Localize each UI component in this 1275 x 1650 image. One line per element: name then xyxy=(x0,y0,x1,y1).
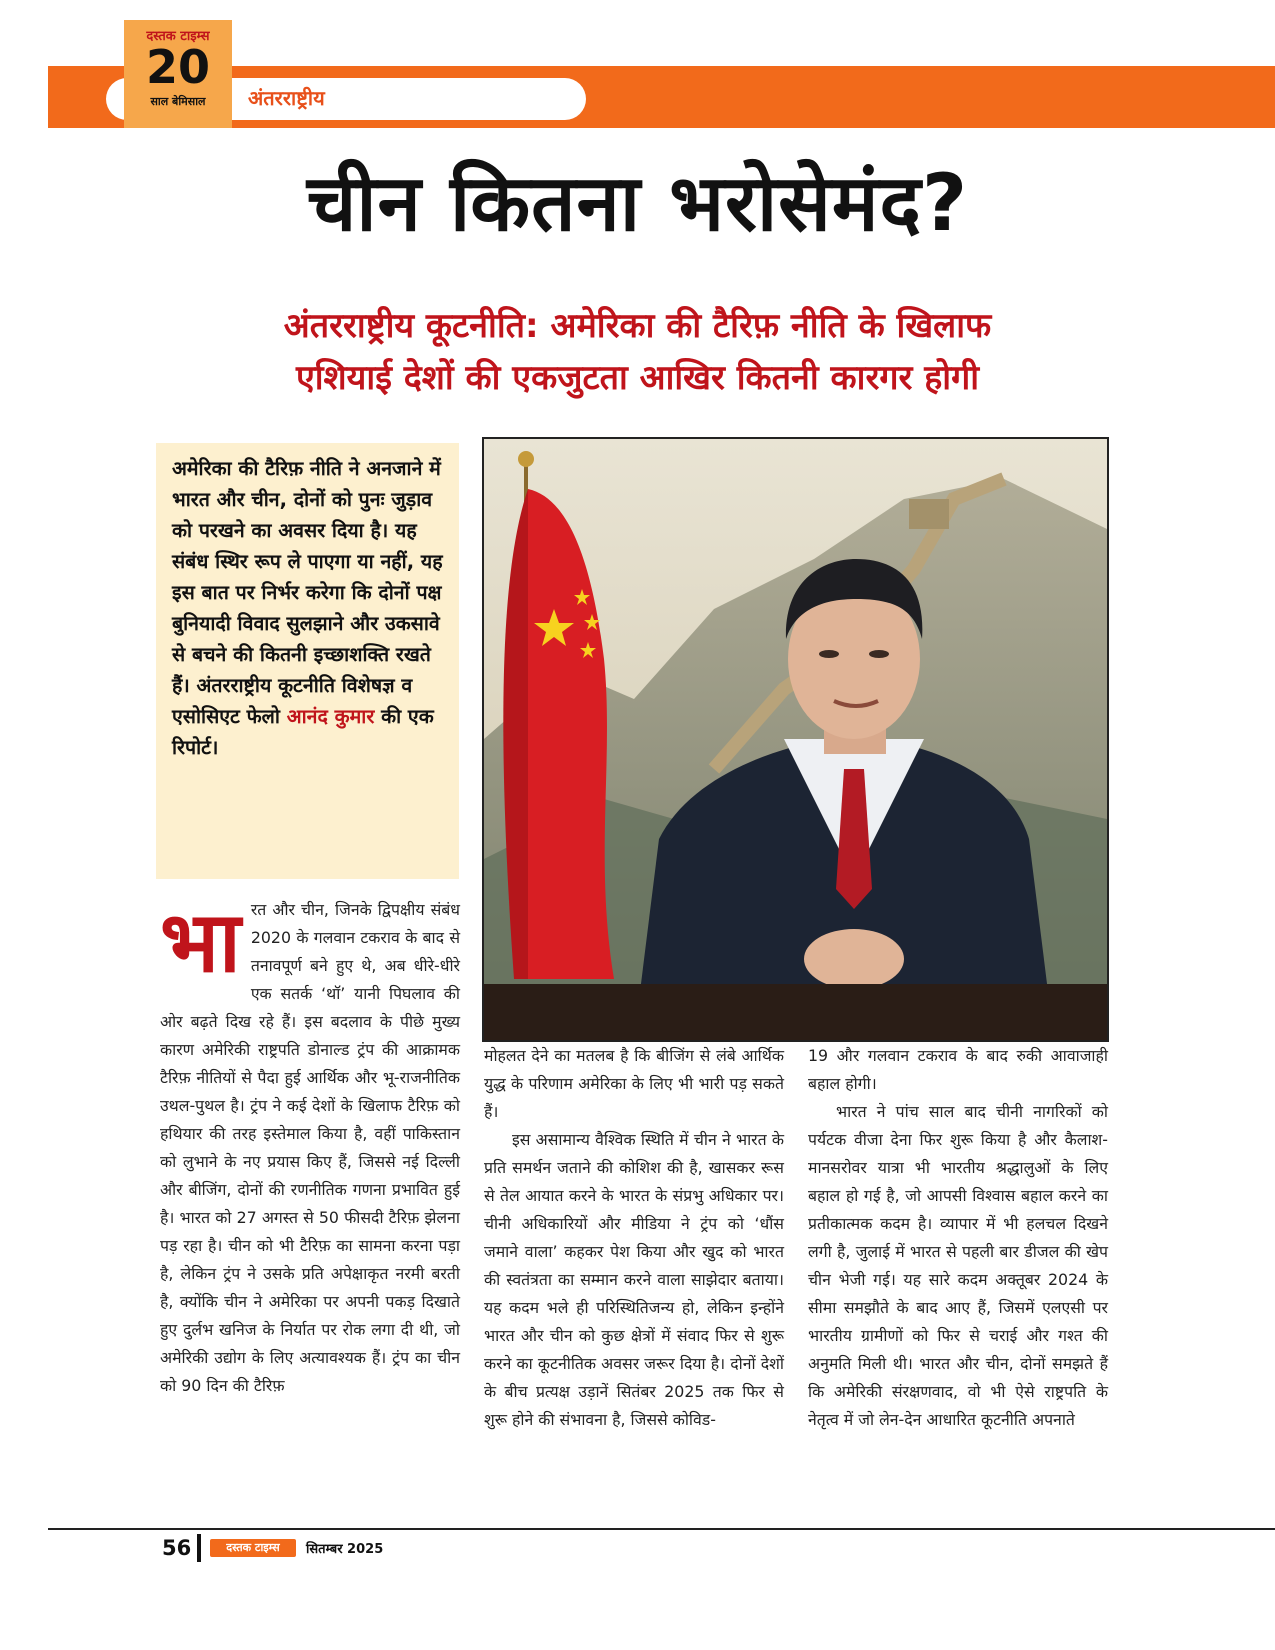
anniversary-logo xyxy=(124,20,232,128)
paragraph-1 xyxy=(160,893,460,1400)
intro-box xyxy=(156,443,459,879)
logo-name: दस्तक टाइम्स xyxy=(146,29,210,44)
paragraph-4: 19 और गलवान टकराव के बाद रुकी आवाजाही बहाल होगी। xyxy=(808,1046,1108,1093)
body-column-1 xyxy=(160,893,460,1400)
footer-magazine-logo: दस्तक टाइम्स xyxy=(210,1539,296,1557)
deck xyxy=(120,300,1155,404)
footer-rule xyxy=(48,1528,1275,1530)
paragraph-1-text: रत और चीन, जिनके द्विपक्षीय संबंध 2020 के गलवान टकराव के बाद से तनावपूर्ण बने हुए थे, अब धीरे-धीरे एक सतर्क ‘थॉ’ यानी पिघलाव की ओर बढ़ते दिख रहे हैं। इस बदलाव के पीछे मुख्य कारण अमेरिकी राष्ट्रपति डोनाल्ड ट्रंप की आक्रामक टैरिफ़ नीतियों से पैदा हुई आर्थिक और भू-राजनीतिक उथल-पुथल है। ट्रंप ने कई देशों के खिलाफ टैरिफ़ को हथियार की तरह इस्तेमाल किया है, वहीं पाकिस्तान को लुभाने के नए प्रयास किए हैं, जिससे नई दिल्ली और बीजिंग, दोनों की रणनीतिक गणना प्रभावित हुई है। भारत को 27 अगस्त से 50 फीसदी टैरिफ़ झेलना पड़ रहा है। चीन को भी टैरिफ़ का सामना करना पड़ा है, लेकिन ट्रंप ने उसके प्रति अपेक्षाकृत नरमी बरती है, क्योंकि चीन ने अमेरिका पर अपनी पकड़ दिखाते हुए दुर्लभ खनिज के निर्यात पर रोक लगा दी थी, जो अमेरिकी उद्योग के लिए अत्यावश्यक हैं। ट्रंप का चीन को 90 दिन की टैरिफ़ xyxy=(160,900,460,1395)
headline: चीन कितना भरोसेमंद? xyxy=(306,159,969,249)
page-number: 56 xyxy=(162,1536,192,1560)
intro-author: आनंद कुमार xyxy=(286,705,375,728)
body-column-2 xyxy=(484,1042,784,1434)
article-photo xyxy=(482,437,1109,1042)
footer-divider xyxy=(197,1534,201,1562)
intro-suffix: की एक रिपोर्ट। xyxy=(172,705,434,759)
section-label: अंतरराष्ट्रीय xyxy=(248,86,325,110)
deck-line-1: अंतरराष्ट्रीय कूटनीति: अमेरिका की टैरिफ़ नीति के खिलाफ xyxy=(283,306,992,346)
footer-date: सितम्बर 2025 xyxy=(306,1542,384,1557)
drop-cap: भा xyxy=(160,893,241,991)
paragraph-5: भारत ने पांच साल बाद चीनी नागरिकों को पर्यटक वीजा देना फिर शुरू किया है और कैलाश-मानसरोवर यात्रा भी भारतीय श्रद्धालुओं के लिए बहाल हो गई है, जो आपसी विश्वास बहाल करने का प्रतीकात्मक कदम है। व्यापार में भी हलचल दिखने लगी है, जुलाई में भारत से पहली बार डीजल की खेप चीन भेजी गई। यह सारे कदम अक्तूबर 2024 के सीमा समझौते के बाद आए हैं, जिसमें एलएसी पर भारतीय ग्रामीणों को फिर से चराई और गश्त की अनुमति मिली थी। भारत और चीन, दोनों समझते हैं कि अमेरिकी संरक्षणवाद, वो भी ऐसे राष्ट्रपति के नेतृत्व में जो लेन-देन आधारित कूटनीति अपनाते xyxy=(808,1102,1108,1429)
logo-tagline: साल बेमिसाल xyxy=(150,95,206,108)
photo-illustration xyxy=(484,439,1107,1040)
body-column-3 xyxy=(808,1042,1108,1434)
paragraph-3: इस असामान्य वैश्विक स्थिति में चीन ने भारत के प्रति समर्थन जताने की कोशिश की है, खासकर रूस से तेल आयात करने के भारत के संप्रभु अधिकार पर। चीनी अधिकारियों और मीडिया ने ट्रंप को ‘धौंस जमाने वाला’ कहकर पेश किया और खुद को भारत की स्वतंत्रता का सम्मान करने वाला साझेदार बताया। यह कदम भले ही परिस्थितिजन्य हो, लेकिन इन्होंने भारत और चीन को कुछ क्षेत्रों में संवाद फिर से शुरू करने का कूटनीतिक अवसर जरूर दिया है। दोनों देशों के बीच प्रत्यक्ष उड़ानें सितंबर 2025 तक फिर से शुरू होने की संभावना है, जिससे कोविड- xyxy=(484,1130,784,1429)
deck-line-2: एशियाई देशों की एकजुटता आखिर कितनी कारगर होगी xyxy=(295,358,980,398)
paragraph-2: मोहलत देने का मतलब है कि बीजिंग से लंबे आर्थिक युद्ध के परिणाम अमेरिका के लिए भी भारी पड़ सकते हैं। xyxy=(484,1046,784,1121)
logo-number: 20 xyxy=(145,40,210,94)
intro-text: अमेरिका की टैरिफ़ नीति ने अनजाने में भारत और चीन, दोनों को पुनः जुड़ाव को परखने का अवसर दिया है। यह संबंध स्थिर रूप ले पाएगा या नहीं, यह इस बात पर निर्भर करेगा कि दोनों पक्ष बुनियादी विवाद सुलझाने और उकसावे से बचने की कितनी इच्छाशक्ति रखते हैं। अंतरराष्ट्रीय कूटनीति विशेषज्ञ व एसोसिएट फेलो xyxy=(172,457,443,728)
